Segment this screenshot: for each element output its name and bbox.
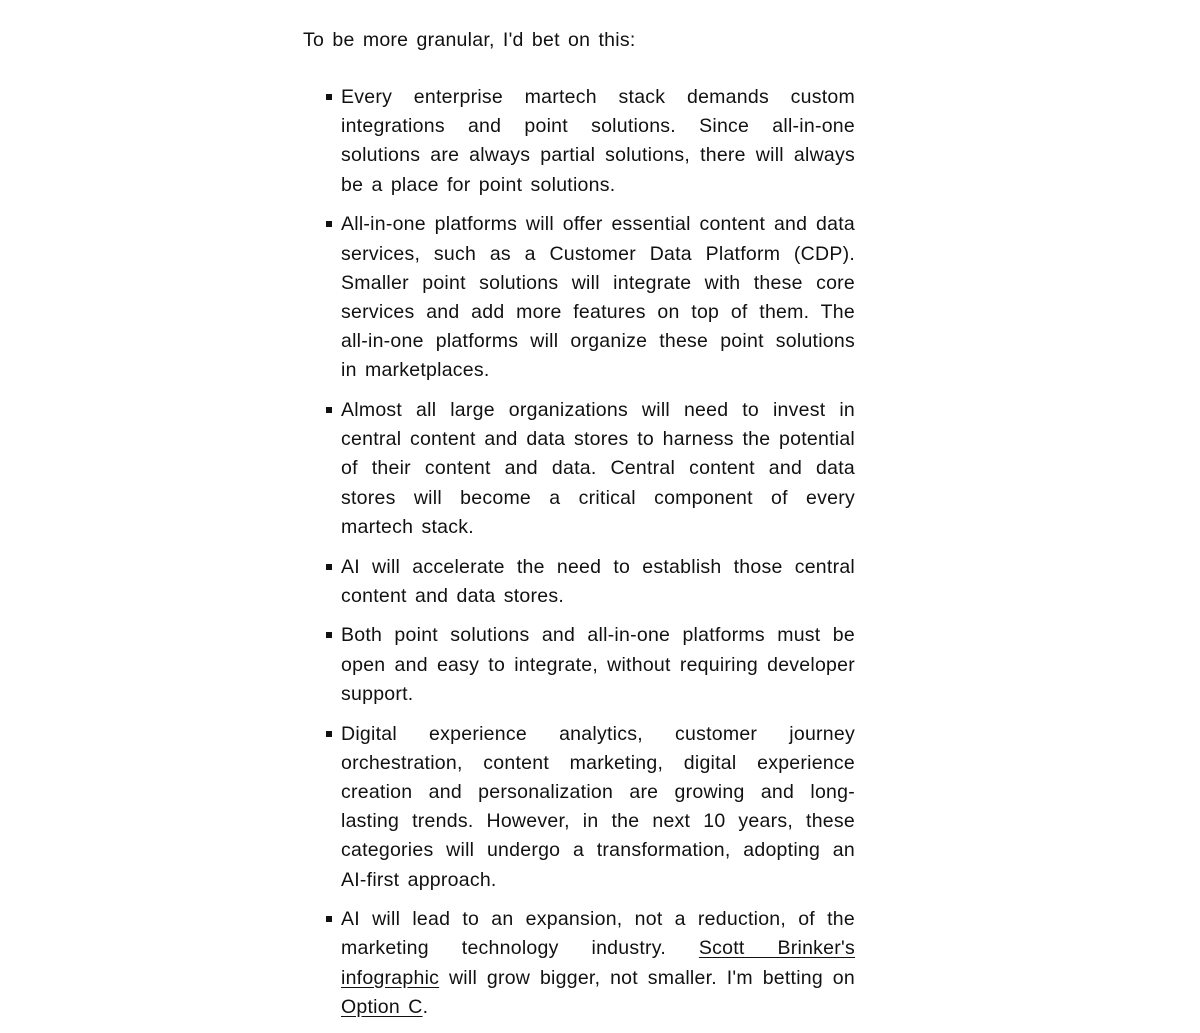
infographic-link[interactable]: Scott Brinker's infographic: [341, 937, 855, 989]
bullet-marker-icon: [326, 632, 332, 638]
bullet-marker-icon: [326, 221, 332, 227]
bullet-marker-icon: [326, 916, 332, 922]
list-item: [303, 553, 855, 611]
bullet-marker-icon: [326, 94, 332, 100]
list-item-text: All-in-one platforms will offer essential content and data services, such as a Customer Data Platform (CDP). Smaller point solutions will integrate with these core services and add more features on top of them. The all-in-one platforms will organize these point solutions in marketplaces.: [341, 213, 855, 382]
prediction-list: [303, 83, 855, 1022]
option-c-link[interactable]: Option C: [341, 995, 423, 1018]
list-item-text: Almost all large organizations will need to invest in central content and data stores to harness the potential of their content and data. Central content and data stores will become a critical component of every martech stack.: [341, 399, 855, 538]
list-item: [303, 210, 855, 385]
list-item: [303, 396, 855, 542]
list-item: [303, 621, 855, 709]
list-item-text: Both point solutions and all-in-one platforms must be open and easy to integrate, without requiring developer support.: [341, 624, 855, 705]
list-item-text-start: AI will lead to an expansion, not a reduction, of the marketing technology industry.: [341, 908, 855, 960]
bullet-marker-icon: [326, 564, 332, 570]
list-item: [303, 83, 855, 200]
list-item-text: Every enterprise martech stack demands custom integrations and point solutions. Since all-in-one solutions are always partial solutions, there will always be a place for point solutions.: [341, 86, 855, 196]
list-item-text: AI will accelerate the need to establish those central content and data stores.: [341, 555, 855, 607]
list-item-text-middle: will grow bigger, not smaller. I'm betting on: [439, 966, 855, 989]
bullet-marker-icon: [326, 731, 332, 737]
list-item-text: Digital experience analytics, customer journey orchestration, content marketing, digital experience creation and personalization are growing and long-lasting trends. However, in the next 10 years, these categories will undergo a transformation, adopting an AI-first approach.: [341, 722, 855, 891]
list-item-text-end: .: [422, 995, 429, 1018]
bullet-marker-icon: [326, 407, 332, 413]
article-body: [303, 26, 855, 1033]
list-item: [303, 905, 855, 1022]
intro-paragraph: To be more granular, I'd bet on this:: [303, 29, 636, 51]
list-item: [303, 720, 855, 895]
